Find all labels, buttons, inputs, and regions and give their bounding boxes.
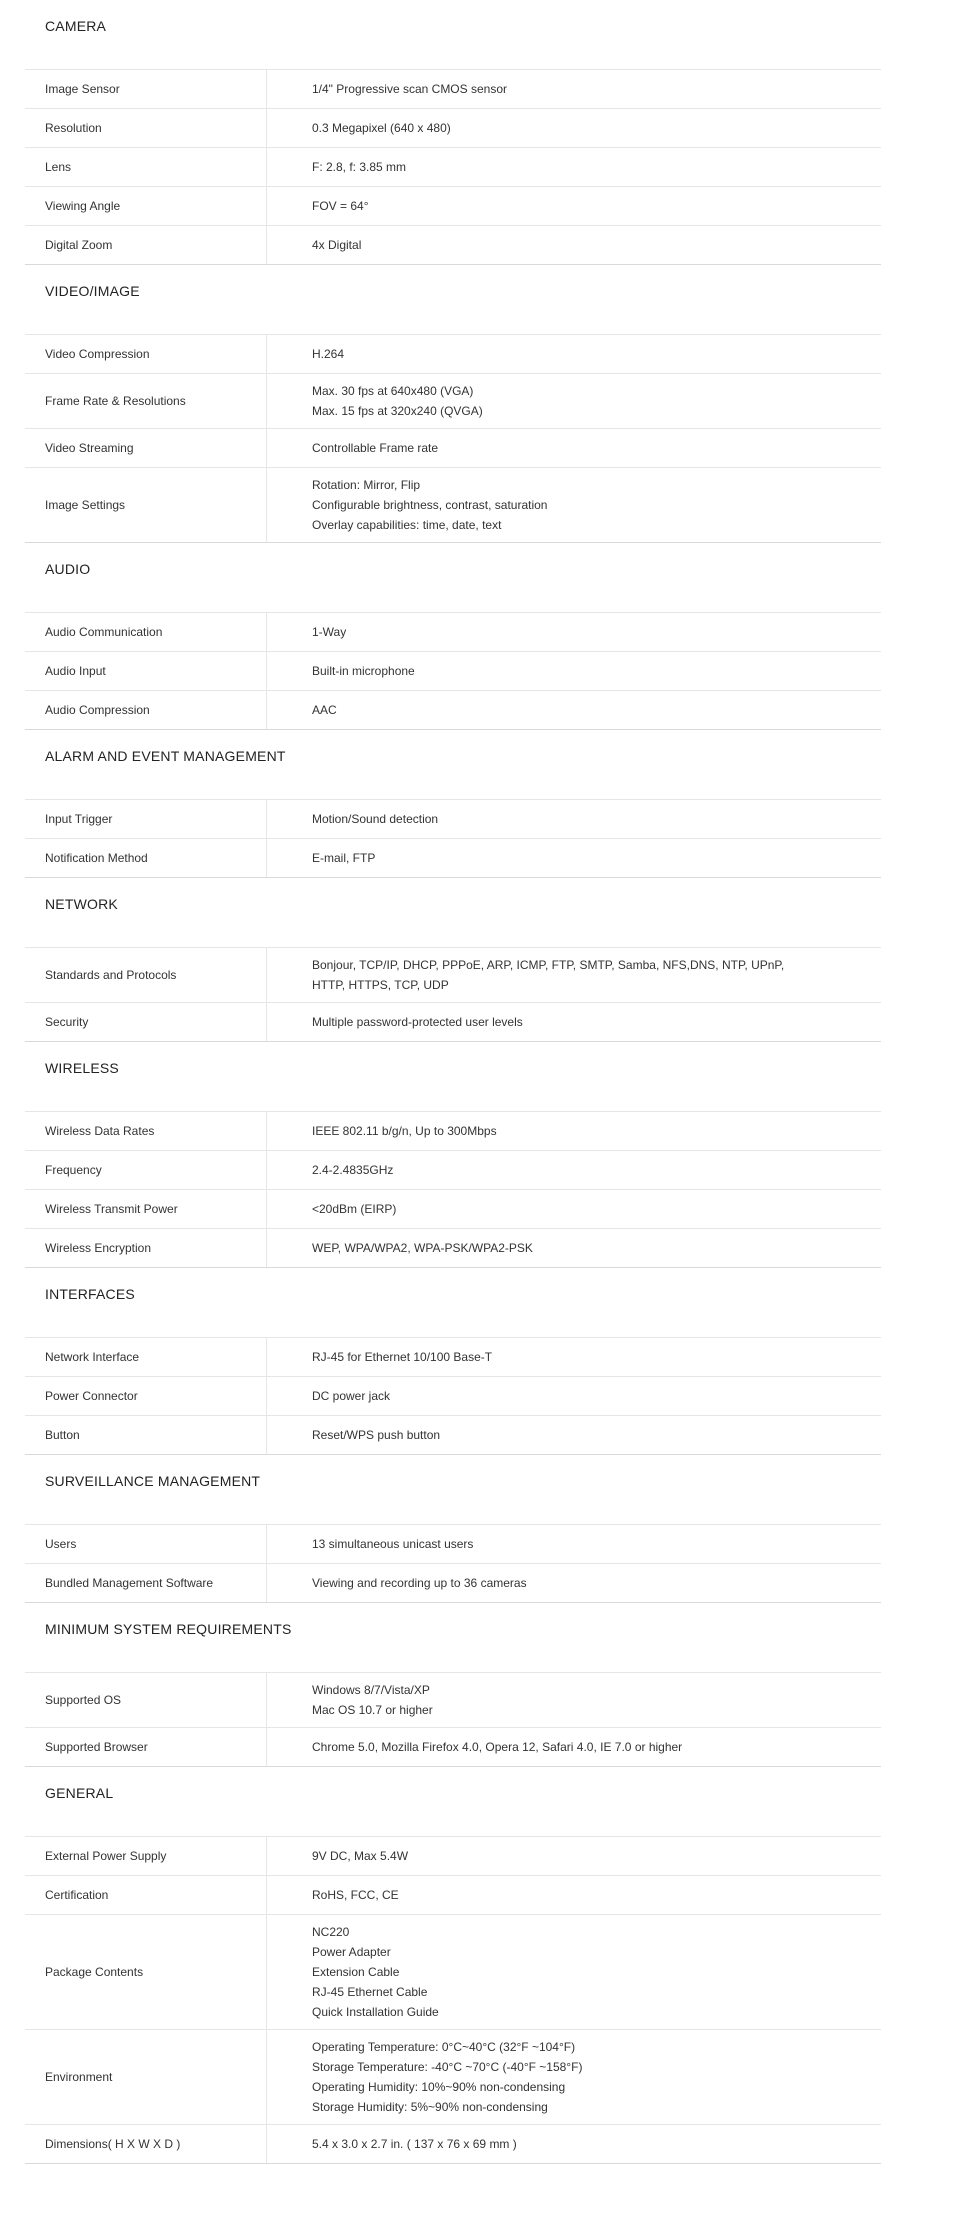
spec-value-line: Overlay capabilities: time, date, text: [312, 518, 502, 532]
spec-row: [25, 1377, 881, 1416]
spec-value-line: Built-in microphone: [312, 664, 415, 678]
spec-row: [25, 226, 881, 265]
spec-value-line: Chrome 5.0, Mozilla Firefox 4.0, Opera 12, Safari 4.0, IE 7.0 or higher: [312, 1740, 683, 1754]
spec-value: [267, 948, 881, 1002]
spec-label: Lens: [25, 148, 267, 186]
spec-value-line: Windows 8/7/Vista/XP: [312, 1683, 430, 1697]
spec-row: [25, 1876, 881, 1915]
spec-value-line: Operating Temperature: 0°C~40°C (32°F ~104°F): [312, 2040, 576, 2054]
spec-value-line: 0.3 Megapixel (640 x 480): [312, 121, 451, 135]
spec-value-line: HTTP, HTTPS, TCP, UDP: [312, 978, 449, 992]
spec-label: Image Sensor: [25, 70, 267, 108]
spec-section: [25, 1455, 881, 1603]
spec-value: [267, 1915, 881, 2029]
spec-value-line: Controllable Frame rate: [312, 441, 439, 455]
spec-value-line: Storage Humidity: 5%~90% non-condensing: [312, 2100, 548, 2114]
spec-value-line: 1-Way: [312, 625, 347, 639]
spec-value: [267, 1003, 881, 1041]
spec-value: [267, 2030, 881, 2124]
spec-row: [25, 468, 881, 543]
section-title: GENERAL: [25, 1767, 881, 1837]
spec-label: Audio Communication: [25, 613, 267, 651]
spec-value-line: AAC: [312, 703, 337, 717]
spec-row: [25, 1416, 881, 1455]
spec-row: [25, 1112, 881, 1151]
spec-section: [25, 543, 881, 730]
spec-label: Dimensions( H X W X D ): [25, 2125, 267, 2163]
spec-value-line: 4x Digital: [312, 238, 362, 252]
spec-row: [25, 429, 881, 468]
spec-value-line: Multiple password-protected user levels: [312, 1015, 523, 1029]
spec-label: Digital Zoom: [25, 226, 267, 264]
spec-row: [25, 1728, 881, 1767]
spec-section: [25, 878, 881, 1042]
spec-section: [25, 265, 881, 543]
spec-row: [25, 1229, 881, 1268]
spec-value-line: Max. 15 fps at 320x240 (QVGA): [312, 404, 483, 418]
spec-value-line: Max. 30 fps at 640x480 (VGA): [312, 384, 474, 398]
spec-row: [25, 148, 881, 187]
spec-row: [25, 2030, 881, 2125]
spec-label: Environment: [25, 2030, 267, 2124]
spec-label: Audio Compression: [25, 691, 267, 729]
spec-label: External Power Supply: [25, 1837, 267, 1875]
spec-value: [267, 1525, 881, 1563]
spec-row: [25, 613, 881, 652]
spec-value: [267, 1338, 881, 1376]
spec-value: [267, 1229, 881, 1267]
spec-label: Wireless Encryption: [25, 1229, 267, 1267]
spec-value: [267, 226, 881, 264]
spec-value-line: RoHS, FCC, CE: [312, 1888, 399, 1902]
spec-label: Wireless Data Rates: [25, 1112, 267, 1150]
spec-label: Audio Input: [25, 652, 267, 690]
spec-value-line: 1/4" Progressive scan CMOS sensor: [312, 82, 507, 96]
spec-row: [25, 1564, 881, 1603]
spec-row: [25, 1338, 881, 1377]
spec-value-line: 9V DC, Max 5.4W: [312, 1849, 409, 1863]
spec-section: [25, 730, 881, 878]
spec-value: [267, 839, 881, 877]
spec-label: Power Connector: [25, 1377, 267, 1415]
spec-label: Wireless Transmit Power: [25, 1190, 267, 1228]
spec-label: Supported OS: [25, 1673, 267, 1727]
spec-label: Video Streaming: [25, 429, 267, 467]
spec-label: Resolution: [25, 109, 267, 147]
spec-value-line: FOV = 64°: [312, 199, 369, 213]
spec-section: [25, 1042, 881, 1268]
spec-label: Frame Rate & Resolutions: [25, 374, 267, 428]
spec-value: [267, 1564, 881, 1602]
spec-value: [267, 613, 881, 651]
spec-label: Standards and Protocols: [25, 948, 267, 1002]
spec-label: Button: [25, 1416, 267, 1454]
spec-label: Frequency: [25, 1151, 267, 1189]
section-title: NETWORK: [25, 878, 881, 948]
spec-row: [25, 2125, 881, 2164]
spec-value-line: IEEE 802.11 b/g/n, Up to 300Mbps: [312, 1124, 497, 1138]
spec-label: Notification Method: [25, 839, 267, 877]
spec-section: [25, 0, 881, 265]
spec-value: [267, 1837, 881, 1875]
spec-label: Image Settings: [25, 468, 267, 542]
spec-row: [25, 691, 881, 730]
spec-row: [25, 800, 881, 839]
spec-row: [25, 839, 881, 878]
spec-label: Package Contents: [25, 1915, 267, 2029]
section-title: ALARM AND EVENT MANAGEMENT: [25, 730, 881, 800]
spec-label: Bundled Management Software: [25, 1564, 267, 1602]
spec-value-line: RJ-45 Ethernet Cable: [312, 1985, 428, 1999]
spec-value-line: Reset/WPS push button: [312, 1428, 441, 1442]
spec-row: [25, 1003, 881, 1042]
spec-value-line: Bonjour, TCP/IP, DHCP, PPPoE, ARP, ICMP, FTP, SMTP, Samba, NFS,DNS, NTP, UPnP,: [312, 958, 785, 972]
section-title: SURVEILLANCE MANAGEMENT: [25, 1455, 881, 1525]
spec-value: [267, 1876, 881, 1914]
spec-label: Certification: [25, 1876, 267, 1914]
spec-value-line: Storage Temperature: -40°C ~70°C (-40°F ~158°F): [312, 2060, 583, 2074]
spec-section: [25, 1767, 881, 2164]
spec-row: [25, 109, 881, 148]
spec-value: [267, 1377, 881, 1415]
spec-row: [25, 948, 881, 1003]
spec-value: [267, 148, 881, 186]
spec-label: Security: [25, 1003, 267, 1041]
spec-row: [25, 187, 881, 226]
spec-value-line: H.264: [312, 347, 345, 361]
spec-section: [25, 1603, 881, 1767]
spec-value-line: Mac OS 10.7 or higher: [312, 1703, 433, 1717]
spec-row: [25, 1151, 881, 1190]
spec-value-line: RJ-45 for Ethernet 10/100 Base-T: [312, 1350, 493, 1364]
spec-label: Viewing Angle: [25, 187, 267, 225]
spec-value-line: WEP, WPA/WPA2, WPA-PSK/WPA2-PSK: [312, 1241, 533, 1255]
spec-value-line: Quick Installation Guide: [312, 2005, 439, 2019]
spec-row: [25, 1673, 881, 1728]
spec-row: [25, 374, 881, 429]
section-title: CAMERA: [25, 0, 881, 70]
spec-label: Supported Browser: [25, 1728, 267, 1766]
spec-value-line: Configurable brightness, contrast, saturation: [312, 498, 548, 512]
spec-value-line: NC220: [312, 1925, 350, 1939]
spec-value-line: Power Adapter: [312, 1945, 391, 1959]
spec-value-line: <20dBm (EIRP): [312, 1202, 397, 1216]
spec-row: [25, 1190, 881, 1229]
spec-label: Input Trigger: [25, 800, 267, 838]
spec-value-line: Viewing and recording up to 36 cameras: [312, 1576, 527, 1590]
spec-row: [25, 1837, 881, 1876]
spec-value: [267, 1151, 881, 1189]
spec-value: [267, 335, 881, 373]
spec-row: [25, 652, 881, 691]
spec-value-line: Extension Cable: [312, 1965, 400, 1979]
section-title: AUDIO: [25, 543, 881, 613]
spec-label: Users: [25, 1525, 267, 1563]
spec-label: Network Interface: [25, 1338, 267, 1376]
section-title: VIDEO/IMAGE: [25, 265, 881, 335]
spec-value: [267, 374, 881, 428]
spec-value-line: 13 simultaneous unicast users: [312, 1537, 474, 1551]
spec-value: [267, 2125, 881, 2163]
spec-row: [25, 335, 881, 374]
section-title: INTERFACES: [25, 1268, 881, 1338]
spec-table: [25, 0, 881, 2164]
spec-value-line: E-mail, FTP: [312, 851, 376, 865]
section-title: WIRELESS: [25, 1042, 881, 1112]
spec-row: [25, 1525, 881, 1564]
spec-value-line: Rotation: Mirror, Flip: [312, 478, 421, 492]
spec-value: [267, 691, 881, 729]
spec-value: [267, 429, 881, 467]
spec-value-line: 5.4 x 3.0 x 2.7 in. ( 137 x 76 x 69 mm ): [312, 2137, 517, 2151]
spec-value-line: Motion/Sound detection: [312, 812, 439, 826]
spec-row: [25, 70, 881, 109]
spec-value: [267, 70, 881, 108]
spec-value-line: Operating Humidity: 10%~90% non-condensing: [312, 2080, 566, 2094]
spec-section: [25, 1268, 881, 1455]
spec-value: [267, 109, 881, 147]
section-title: MINIMUM SYSTEM REQUIREMENTS: [25, 1603, 881, 1673]
spec-value-line: 2.4-2.4835GHz: [312, 1163, 394, 1177]
spec-value: [267, 1673, 881, 1727]
spec-value: [267, 1190, 881, 1228]
spec-value: [267, 1416, 881, 1454]
spec-value: [267, 187, 881, 225]
spec-value-line: DC power jack: [312, 1389, 391, 1403]
spec-value-line: F: 2.8, f: 3.85 mm: [312, 160, 407, 174]
spec-value: [267, 1728, 881, 1766]
spec-value: [267, 1112, 881, 1150]
spec-value: [267, 800, 881, 838]
spec-row: [25, 1915, 881, 2030]
spec-value: [267, 468, 881, 542]
spec-value: [267, 652, 881, 690]
spec-label: Video Compression: [25, 335, 267, 373]
